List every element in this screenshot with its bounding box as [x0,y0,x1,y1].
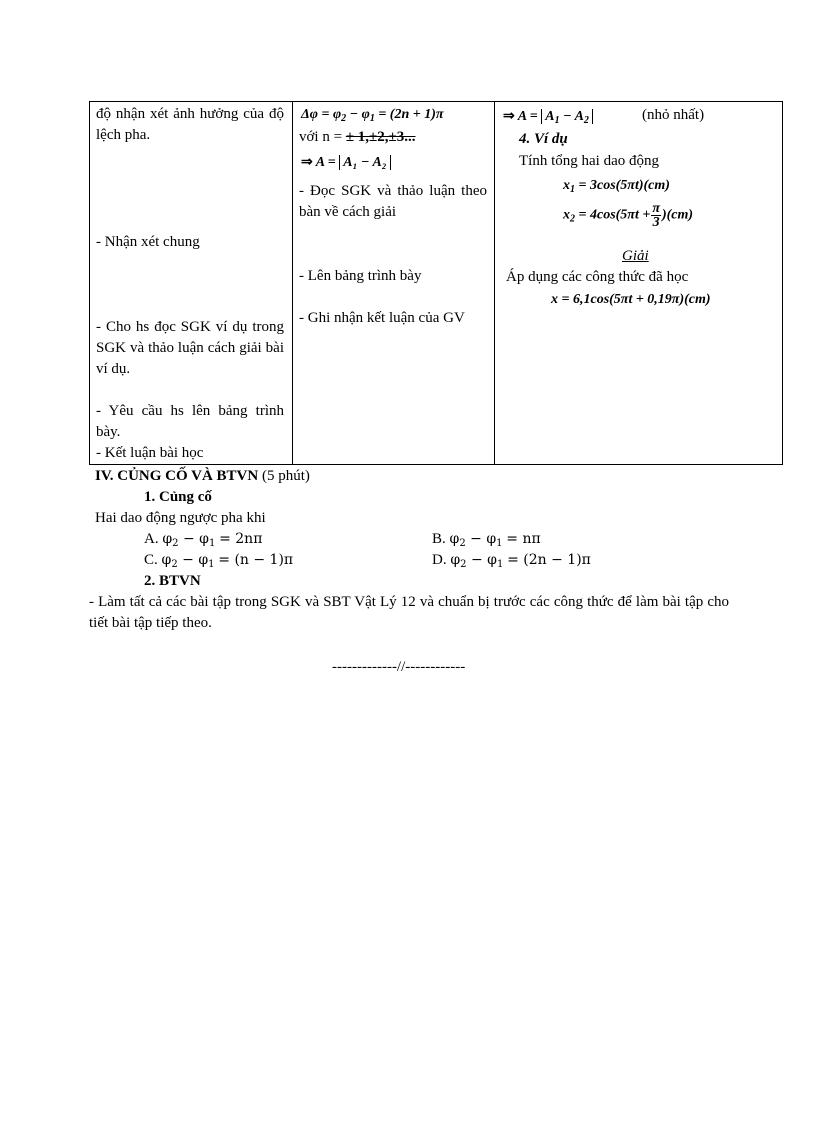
n-values: ± 1,±2,±3... [345,129,416,145]
option-d-label: D. [432,552,447,568]
teacher-text-1: độ nhận xét ảnh hưởng của độ lệch pha. [96,106,284,143]
option-c-label: C. [144,552,158,568]
min-amplitude-formula: ⇒ $A = A_1 - A_2$ [503,106,593,127]
student-text-2: - Đọc SGK và thảo luận theo bàn về cách giải [299,183,487,220]
student-text-4: - Ghi nhận kết luận của GV [299,310,465,326]
phase-difference-formula: $\Delta\varphi = \varphi_2 - \varphi_1 = (2n + 1)\pi$ [301,107,444,124]
quiz-question: Hai dao động ngược pha khi [95,510,266,526]
solution-label: Giải [622,248,649,264]
section-heading [95,466,310,487]
student-column [293,102,495,465]
formula-dphi-lhs: Δφ = φ [301,107,342,122]
pi-over-3-fraction [651,202,661,229]
option-b: B. $\varphi_2 - \varphi_1 = n\pi$ [432,531,541,549]
lesson-table [89,101,783,465]
option-a-label: A. [144,531,159,547]
x2-formula: $x_2 = 4\cos(5\pi t$ + $\frac{\pi}{3}$ )(cm) [563,201,694,230]
teacher-text-2: - Nhận xét chung [96,234,200,250]
x2-rhs-a: = 4cos(5πt + [578,207,651,223]
option-d-value: = (2n − 1)π [507,552,591,568]
teacher-column [90,102,293,465]
option-a-value: = 2nπ [219,531,263,547]
result-formula: x = 6,1cos(5πt + 0,19π)(cm) [551,292,711,307]
student-text-3: - Lên bảng trình bày [299,268,422,284]
option-d: D. $\varphi_2 - \varphi_1 = (2n - 1)\pi$ [432,552,591,570]
min-note: (nhỏ nhất) [642,107,705,123]
option-c: C. $\varphi_2 - \varphi_1 = (n - 1)\pi$ [144,552,294,570]
x1-formula: $x_1 = 3\cos(5\pi t)(cm)$ [563,178,670,195]
subsection-consolidation: 1. Củng cố [144,489,212,505]
option-b-label: B. [432,531,446,547]
fraction-numerator: π [652,201,660,216]
n-values-line [299,127,416,148]
x1-rhs: = 3cos(5πt)(cm) [578,178,670,193]
formula-dphi-rhs: = (2n + 1)π [378,107,444,122]
table-row [90,102,783,465]
with-n-label: với n = [299,129,343,145]
teacher-text-5: - Kết luận bài học [96,445,204,461]
teacher-text-4: - Yêu cầu hs lên bảng trình bày. [96,403,284,440]
section-title: IV. CỦNG CỐ VÀ BTVN [95,468,259,484]
subsection-homework: 2. BTVN [144,573,201,589]
amplitude-difference-formula: ⇒ A = A₁ − A₂ [301,152,391,173]
example-heading: 4. Ví dụ [519,131,568,147]
example-text: Tính tổng hai dao động [519,153,659,169]
option-b-value: = nπ [506,531,541,547]
option-a: A. $\varphi_2 - \varphi_1 = 2n\pi$ [144,531,263,549]
formula-a-diff: A₁ − A₂ [339,155,390,170]
homework-text: - Làm tất cả các bài tập trong SGK và SBT Vật Lý 12 và chuẩn bị trước các công thức để làm bài tập cho tiết bài tập tiếp theo. [89,594,729,631]
section-duration: (5 phút) [261,468,310,484]
x2-rhs-b: )(cm) [661,207,694,223]
end-separator: -------------//------------ [332,659,466,675]
option-c-value: = (n − 1)π [218,552,294,568]
apply-text: Áp dụng các công thức đã học [506,269,689,285]
teacher-text-3: - Cho hs đọc SGK ví dụ trong SGK và thảo luận cách giải bài ví dụ. [96,319,284,377]
content-column [495,102,783,465]
fraction-denominator: 3 [652,215,660,230]
